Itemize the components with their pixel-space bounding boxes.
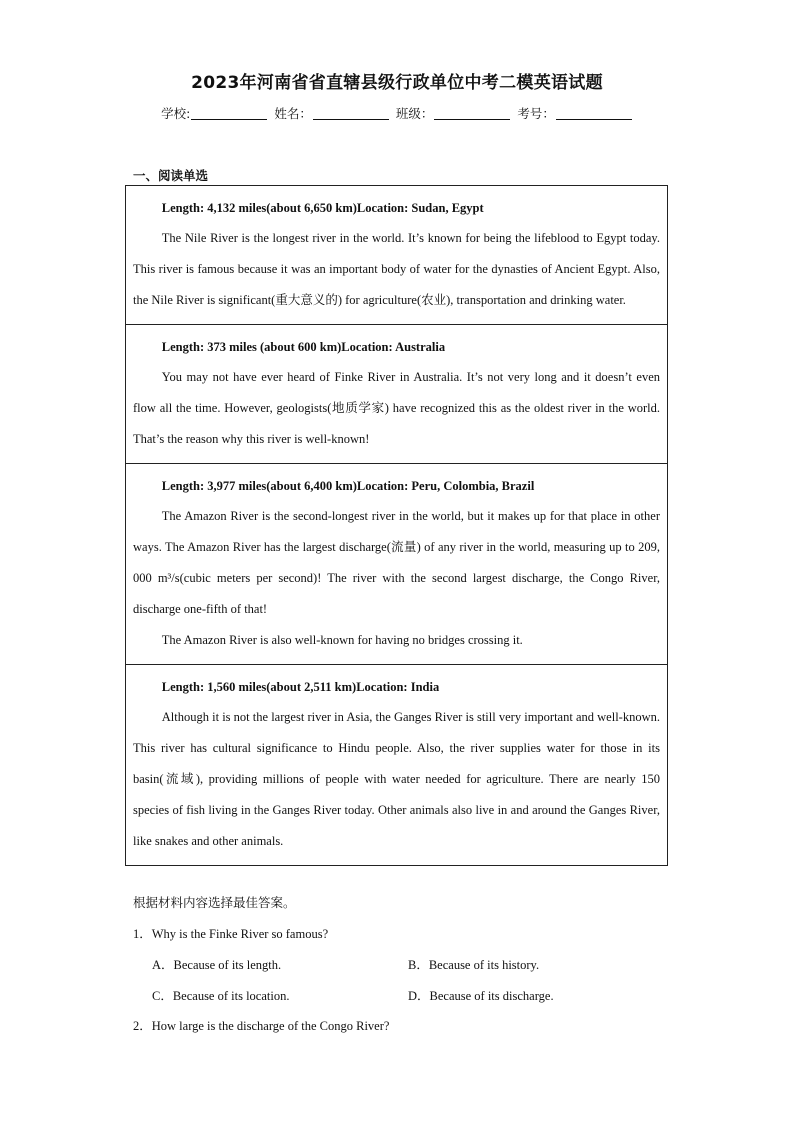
passage-cell-finke [126, 325, 667, 464]
school-label: 学校: [161, 106, 191, 121]
passage-paragraph: The Amazon River is also well-known for having no bridges crossing it. [161, 633, 523, 647]
question-1-option-b[interactable]: B．Because of its history. [408, 958, 540, 972]
school-blank[interactable] [191, 107, 267, 120]
question-2-stem: 2．How large is the discharge of the Congo River? [133, 1019, 390, 1033]
passage-head: Length: 1,560 miles(about 2,511 km)Location: India [161, 680, 440, 694]
question-1-option-c[interactable]: C．Because of its location. [152, 989, 290, 1003]
student-info-line [0, 104, 794, 122]
exam-number-blank[interactable] [556, 107, 632, 120]
question-1-option-d[interactable]: D．Because of its discharge. [408, 989, 554, 1003]
section-title: 一、阅读单选 [133, 168, 209, 183]
exam-title: 2023年河南省省直辖县级行政单位中考二模英语试题 [191, 73, 603, 93]
passage-paragraph: The Amazon River is the second-longest river in the world, but it makes up for that place in other ways. The Amazon River has the largest discharge(流量) of any river in the world, measuring up to 209, 000 m³/s(cubic meters per second)! The river with the second largest discharge, the Congo River, discharge one-fifth of that! [133, 509, 660, 616]
exam-number-label: 考号： [517, 106, 555, 121]
name-label: 姓名： [274, 106, 312, 121]
question-1-option-a[interactable]: A．Because of its length. [152, 958, 282, 972]
class-label: 班级： [395, 106, 434, 121]
passage-paragraph: Although it is not the largest river in Asia, the Ganges River is still very important and well-known. This river has cultural significance to Hindu people. Also, the river supplies water for those in its basin(流域), providing millions of people with water needed for agriculture. There are nearly 150 species of fish living in the Ganges River today. Other animals also live in and around the Ganges River, like snakes and other animals. [133, 710, 660, 848]
question-1-stem: 1．Why is the Finke River so famous? [133, 927, 329, 941]
name-blank[interactable] [313, 107, 389, 120]
instruction-text: 根据材料内容选择最佳答案。 [133, 895, 296, 910]
passage-table [125, 185, 668, 866]
passage-cell-nile [126, 186, 667, 325]
class-blank[interactable] [434, 107, 510, 120]
passage-head: Length: 4,132 miles(about 6,650 km)Location: Sudan, Egypt [161, 201, 484, 215]
passage-paragraph: The Nile River is the longest river in the world. It’s known for being the lifeblood to Egypt today. This river is famous because it was an important body of water for the dynasties of Ancient Egypt. Also, the Nile River is significant(重大意义的) for agriculture(农业), transportation and drinking water. [133, 231, 660, 307]
passage-head: Length: 3,977 miles(about 6,400 km)Location: Peru, Colombia, Brazil [161, 479, 535, 493]
passage-cell-ganges [126, 665, 667, 865]
passage-head: Length: 373 miles (about 600 km)Location: Australia [161, 340, 446, 354]
passage-paragraph: You may not have ever heard of Finke River in Australia. It’s not very long and it doesn’t even flow all the time. However, geologists(地质学家) have recognized this as the oldest river in the world. That’s the reason why this river is well-known! [133, 370, 660, 446]
passage-cell-amazon [126, 464, 667, 665]
